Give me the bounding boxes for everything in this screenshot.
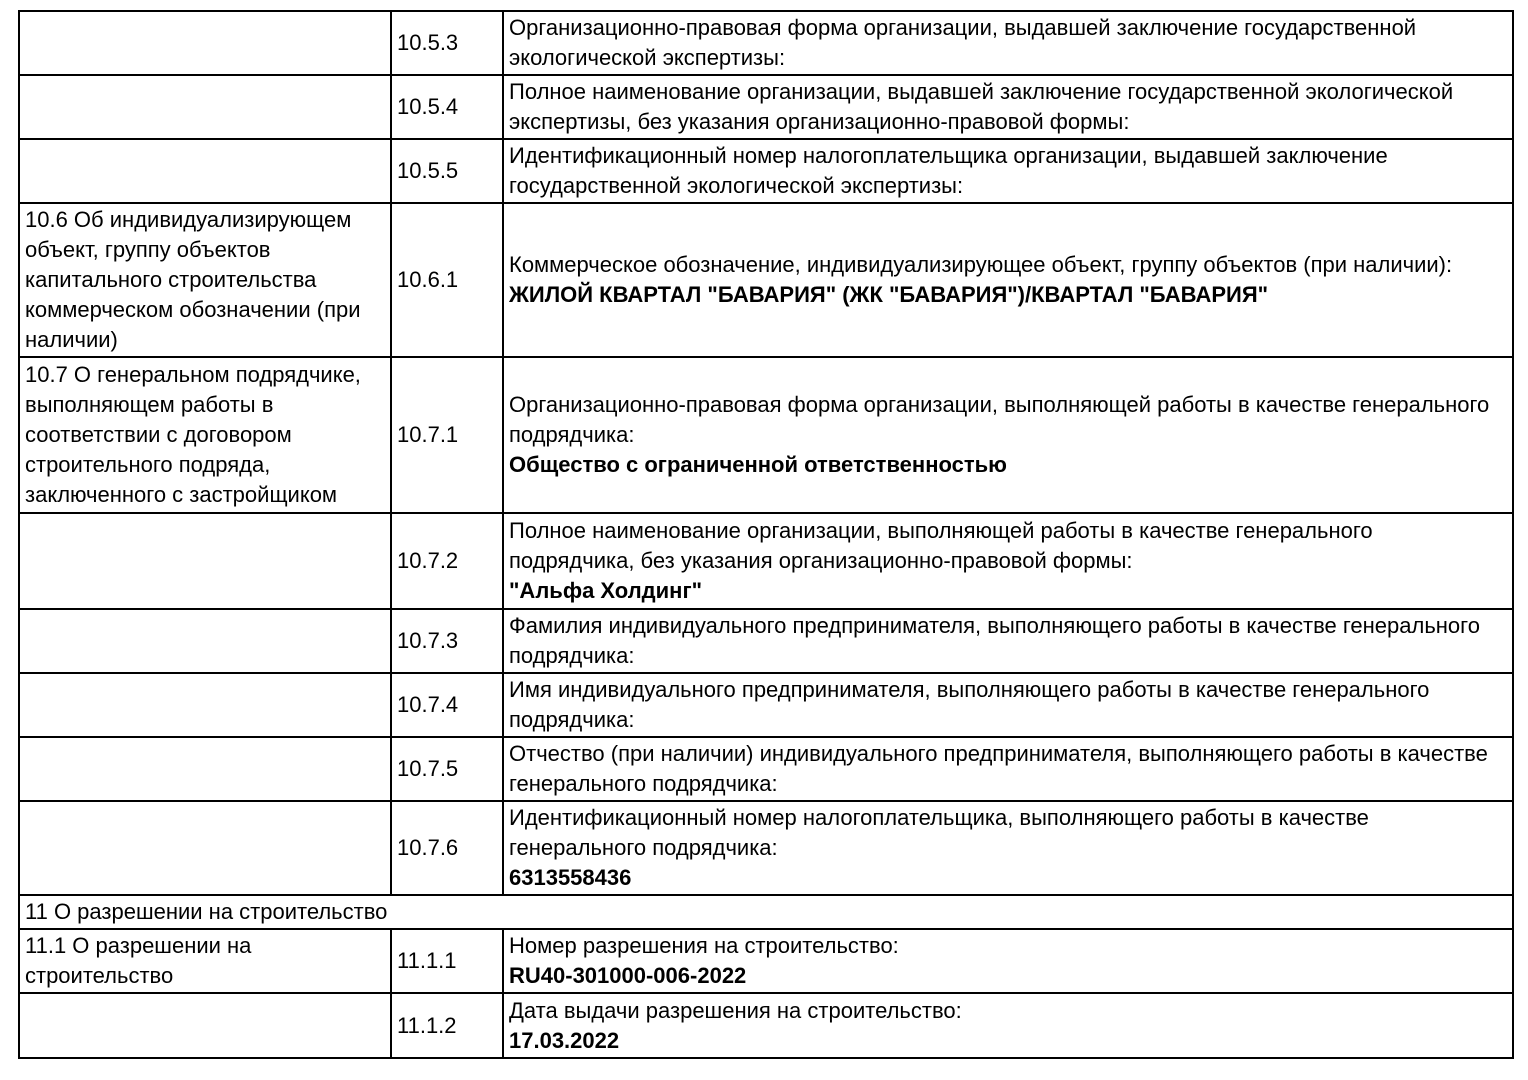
field-cell <box>503 513 1513 609</box>
field-value: ЖИЛОЙ КВАРТАЛ "БАВАРИЯ" (ЖК "БАВАРИЯ")/КВАРТАЛ "БАВАРИЯ" <box>509 282 1269 307</box>
field-label: Организационно-правовая форма организации, выдавшей заключение государственной экологической экспертизы: <box>509 15 1417 70</box>
declaration-table-body <box>19 11 1513 1058</box>
field-label: Имя индивидуального предпринимателя, выполняющего работы в качестве генерального подрядчика: <box>509 677 1430 732</box>
declaration-table <box>18 10 1514 1059</box>
row-10.6.1 <box>19 203 1513 357</box>
field-cell <box>503 357 1513 513</box>
field-cell <box>503 11 1513 75</box>
project-declaration-document <box>18 10 1512 1059</box>
field-cell <box>503 75 1513 139</box>
field-cell <box>503 203 1513 357</box>
section-header: 11 О разрешении на строительство <box>19 895 1513 929</box>
field-label: Номер разрешения на строительство: <box>509 933 899 958</box>
field-cell <box>503 737 1513 801</box>
row-10.7.2 <box>19 513 1513 609</box>
item-number: 10.7.2 <box>391 513 503 609</box>
field-value: "Альфа Холдинг" <box>509 578 703 603</box>
item-number: 10.5.4 <box>391 75 503 139</box>
item-number: 10.5.3 <box>391 11 503 75</box>
field-label: Идентификационный номер налогоплательщика, выполняющего работы в качестве генерального подрядчика: <box>509 805 1369 860</box>
row-10.7.4 <box>19 673 1513 737</box>
item-number: 11.1.2 <box>391 993 503 1058</box>
section-description-cell: 10.6 Об индивидуализирующем объект, группу объектов капитального строительства коммерческом обозначении (при наличии) <box>19 203 391 357</box>
field-label: Организационно-правовая форма организации, выполняющей работы в качестве генерального подрядчика: <box>509 392 1490 447</box>
row-10.5.4 <box>19 75 1513 139</box>
field-value: RU40-301000-006-2022 <box>509 963 747 988</box>
section-description-cell <box>19 801 391 895</box>
row-11.1.2 <box>19 993 1513 1058</box>
section-description-cell: 10.7 О генеральном подрядчике, выполняющем работы в соответствии с договором строительного подряда, заключенного с застройщиком <box>19 357 391 513</box>
row-10.7.6 <box>19 801 1513 895</box>
field-label: Полное наименование организации, выдавшей заключение государственной экологической экспертизы, без указания организационно-правовой формы: <box>509 79 1454 134</box>
field-cell <box>503 801 1513 895</box>
section-description-cell <box>19 609 391 673</box>
item-number: 10.7.3 <box>391 609 503 673</box>
field-cell <box>503 609 1513 673</box>
field-label: Коммерческое обозначение, индивидуализирующее объект, группу объектов (при наличии): <box>509 252 1453 277</box>
field-label: Дата выдачи разрешения на строительство: <box>509 997 962 1023</box>
field-label: Полное наименование организации, выполняющей работы в качестве генерального подрядчика, без указания организационно-правовой формы: <box>509 518 1373 573</box>
section-description-cell <box>19 673 391 737</box>
row-11.1.1 <box>19 929 1513 993</box>
field-value: 17.03.2022 <box>509 1027 620 1053</box>
field-label: Идентификационный номер налогоплательщика организации, выдавшей заключение государственной экологической экспертизы: <box>509 143 1388 198</box>
section-description-cell <box>19 993 391 1058</box>
field-label: Отчество (при наличии) индивидуального предпринимателя, выполняющего работы в качестве генерального подрядчика: <box>509 741 1488 796</box>
item-number: 11.1.1 <box>391 929 503 993</box>
field-cell <box>503 993 1513 1058</box>
field-value: Общество с ограниченной ответственностью <box>509 452 1007 477</box>
item-number: 10.7.1 <box>391 357 503 513</box>
row-10.5.5 <box>19 139 1513 203</box>
field-cell <box>503 139 1513 203</box>
item-number: 10.7.6 <box>391 801 503 895</box>
row-10.7.1 <box>19 357 1513 513</box>
field-label: Фамилия индивидуального предпринимателя, выполняющего работы в качестве генерального подрядчика: <box>509 613 1480 668</box>
item-number: 10.7.5 <box>391 737 503 801</box>
row-section-11 <box>19 895 1513 929</box>
section-description-cell <box>19 513 391 609</box>
section-description-cell: 11.1 О разрешении на строительство <box>19 929 391 993</box>
item-number: 10.7.4 <box>391 673 503 737</box>
field-cell <box>503 929 1513 993</box>
section-description-cell <box>19 11 391 75</box>
section-description-cell <box>19 737 391 801</box>
row-10.5.3 <box>19 11 1513 75</box>
row-10.7.3 <box>19 609 1513 673</box>
field-cell <box>503 673 1513 737</box>
section-description-cell <box>19 75 391 139</box>
section-description-cell <box>19 139 391 203</box>
field-value: 6313558436 <box>509 865 632 890</box>
item-number: 10.6.1 <box>391 203 503 357</box>
row-10.7.5 <box>19 737 1513 801</box>
item-number: 10.5.5 <box>391 139 503 203</box>
